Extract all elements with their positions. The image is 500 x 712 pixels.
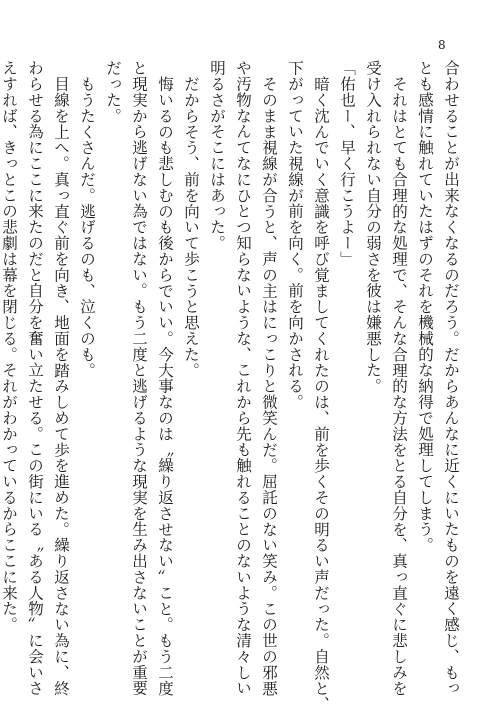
text-line: と現実から逃げない為ではない。もう二度と逃げるような現実を生み出さないことが重要 (130, 60, 148, 696)
text-line: 悔いるのも悲しむのも後からでいい。今大事なのは〝繰り返させない〟こと。もう二度 (156, 75, 174, 696)
text-line: 下がっていた視線が前を向く。前を向かされる。 (286, 60, 304, 410)
text-line: もうたくさんだ。逃げるのも、泣くのも。 (78, 75, 96, 378)
text-line: だった。 (104, 60, 122, 124)
text-line: 合わせることが出来なくなるのだろう。だからあんなに近くにいたものを遠く感じ、もっ (442, 60, 460, 696)
text-line: そのまま視線が合うと、声の主はにっこりと微笑んだ。屈託のない笑み。この世の邪悪 (260, 75, 278, 696)
body-text (0, 60, 464, 712)
page-number: 8 (438, 38, 446, 52)
text-line: 明るさがそこにはあった。 (208, 60, 226, 251)
text-line: 目線を上へ。真っ直ぐ前を向き、地面を踏みしめて歩を進めた。繰り返さない為に、終 (52, 75, 70, 696)
dialogue-line: 「佑也ー、早く行こうよー」 (338, 60, 356, 267)
text-line: えすれば、きっとこの悲劇は幕を閉じる。それがわかっているからここに来た。 (0, 60, 18, 633)
text-line: や汚物なんてなにひとつ知らないような、これから先も触れることのないような清々しい (234, 60, 252, 696)
text-line: わらせる為にここに来たのだと自分を奮い立たせる。この街にいる〝ある人物〟に会いさ (26, 60, 44, 696)
text-line: 受け入れられない自分の弱さを彼は嫌悪した。 (364, 60, 382, 394)
text-line: だからそう、前を向いて歩こうと思えた。 (182, 75, 200, 378)
text-line: それはとても合理的な処理で、そんな合理的な方法をとる自分を、真っ直ぐに悲しみを (390, 75, 408, 696)
text-line: 暗く沈んでいく意識を呼び覚ましてくれたのは、前を歩くその明るい声だった。自然と、 (312, 75, 330, 712)
text-line: とも感情に触れていたはずのそれを機械的な納得で処理してしまう。 (416, 60, 434, 553)
